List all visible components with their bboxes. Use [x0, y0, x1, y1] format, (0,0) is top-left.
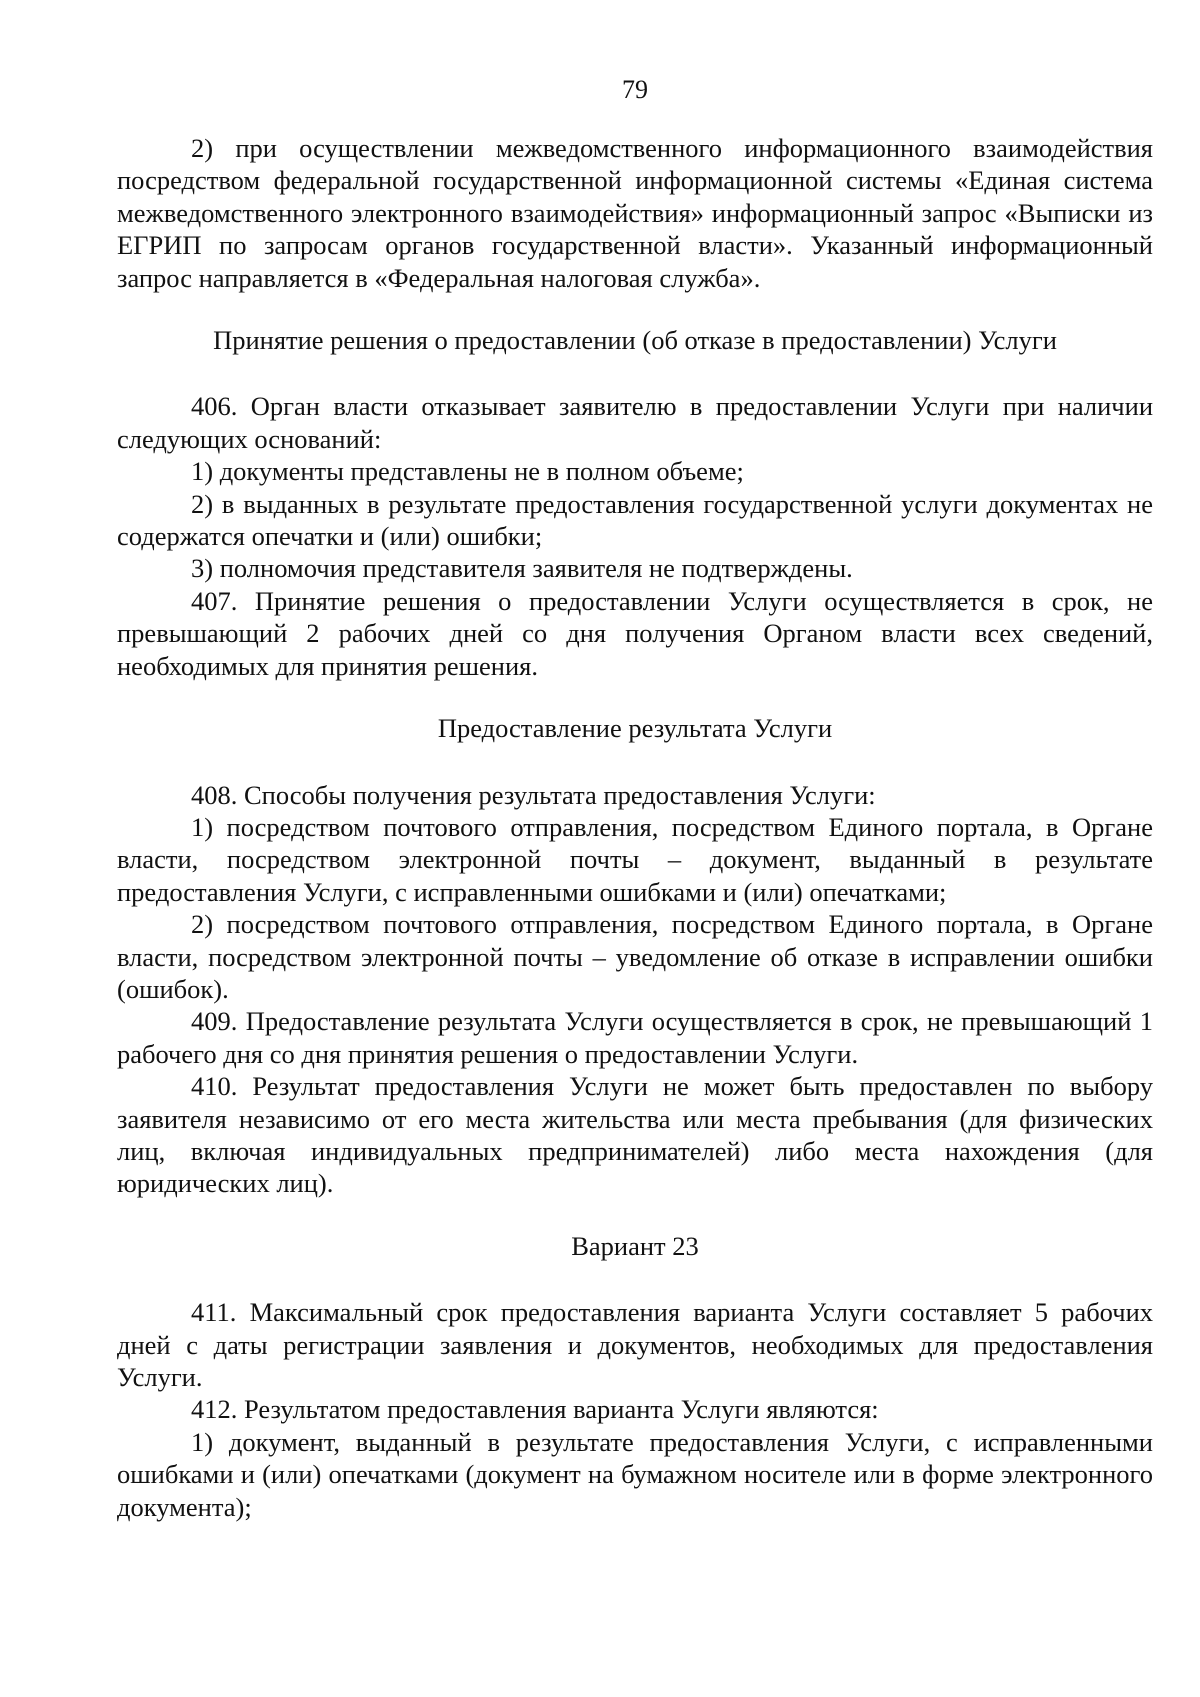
paragraph-411: 411. Максимальный срок предоставления варианта Услуги составляет 5 рабочих дней с даты регистрации заявления и документов, необходимых для предоставления Услуги. [117, 1297, 1153, 1392]
section-heading-variant-23: Вариант 23 [571, 1230, 699, 1261]
section-heading-result: Предоставление результата Услуги [437, 713, 833, 744]
paragraph-406-item-2: 2) в выданных в результате предоставления государственной услуги документах не содержатся опечатки и (или) ошибки; [117, 488, 1153, 552]
page-number: 79 [622, 75, 648, 104]
paragraph-408-item-1: 1) посредством почтового отправления, посредством Единого портала, в Органе власти, посредством электронной почты – документ, выданный в результате предоставления Услуги, с исправленными ошибками и (или) опечатками; [117, 811, 1153, 907]
document-body [117, 132, 1153, 1523]
paragraph-408-item-2: 2) посредством почтового отправления, посредством Единого портала, в Органе власти, посредством электронной почты – уведомление об отказе в исправлении ошибки (ошибок). [117, 909, 1153, 1004]
paragraph-item-2-egrip-request: 2) при осуществлении межведомственного информационного взаимодействия посредством федеральной государственной информационной системы «Единая система межведомственного электронного взаимодействия» информационный запрос «Выписки из ЕГРИП по запросам органов государственной власти». Указанный информационный запрос направляется в «Федеральная налоговая служба». [117, 133, 1153, 293]
paragraph-412-item-1: 1) документ, выданный в результате предоставления Услуги, с исправленными ошибками и (или) опечатками (документ на бумажном носителе или в форме электронного документа); [117, 1426, 1153, 1522]
paragraph-409: 409. Предоставление результата Услуги осуществляется в срок, не превышающий 1 рабочего дня со дня принятия решения о предоставлении Услуги. [117, 1006, 1153, 1069]
paragraph-408: 408. Способы получения результата предоставления Услуги: [191, 779, 876, 810]
paragraph-407: 407. Принятие решения о предоставлении Услуги осуществляется в срок, не превышающий 2 рабочих дней со дня получения Органом власти всех сведений, необходимых для принятия решения. [117, 585, 1153, 681]
paragraph-406: 406. Орган власти отказывает заявителю в предоставлении Услуги при наличии следующих оснований: [117, 391, 1153, 454]
paragraph-412: 412. Результатом предоставления варианта Услуги являются: [191, 1394, 879, 1425]
section-heading-decision: Принятие решения о предоставлении (об отказе в предоставлении) Услуги [213, 325, 1057, 356]
paragraph-406-item-1: 1) документы представлены не в полном объеме; [191, 456, 744, 487]
paragraph-410: 410. Результат предоставления Услуги не может быть предоставлен по выбору заявителя независимо от его места жительства или места пребывания (для физических лиц, включая индивидуальных предпринимателей) либо места нахождения (для юридических лиц). [117, 1071, 1153, 1199]
paragraph-406-item-3: 3) полномочия представителя заявителя не подтверждены. [191, 553, 853, 584]
